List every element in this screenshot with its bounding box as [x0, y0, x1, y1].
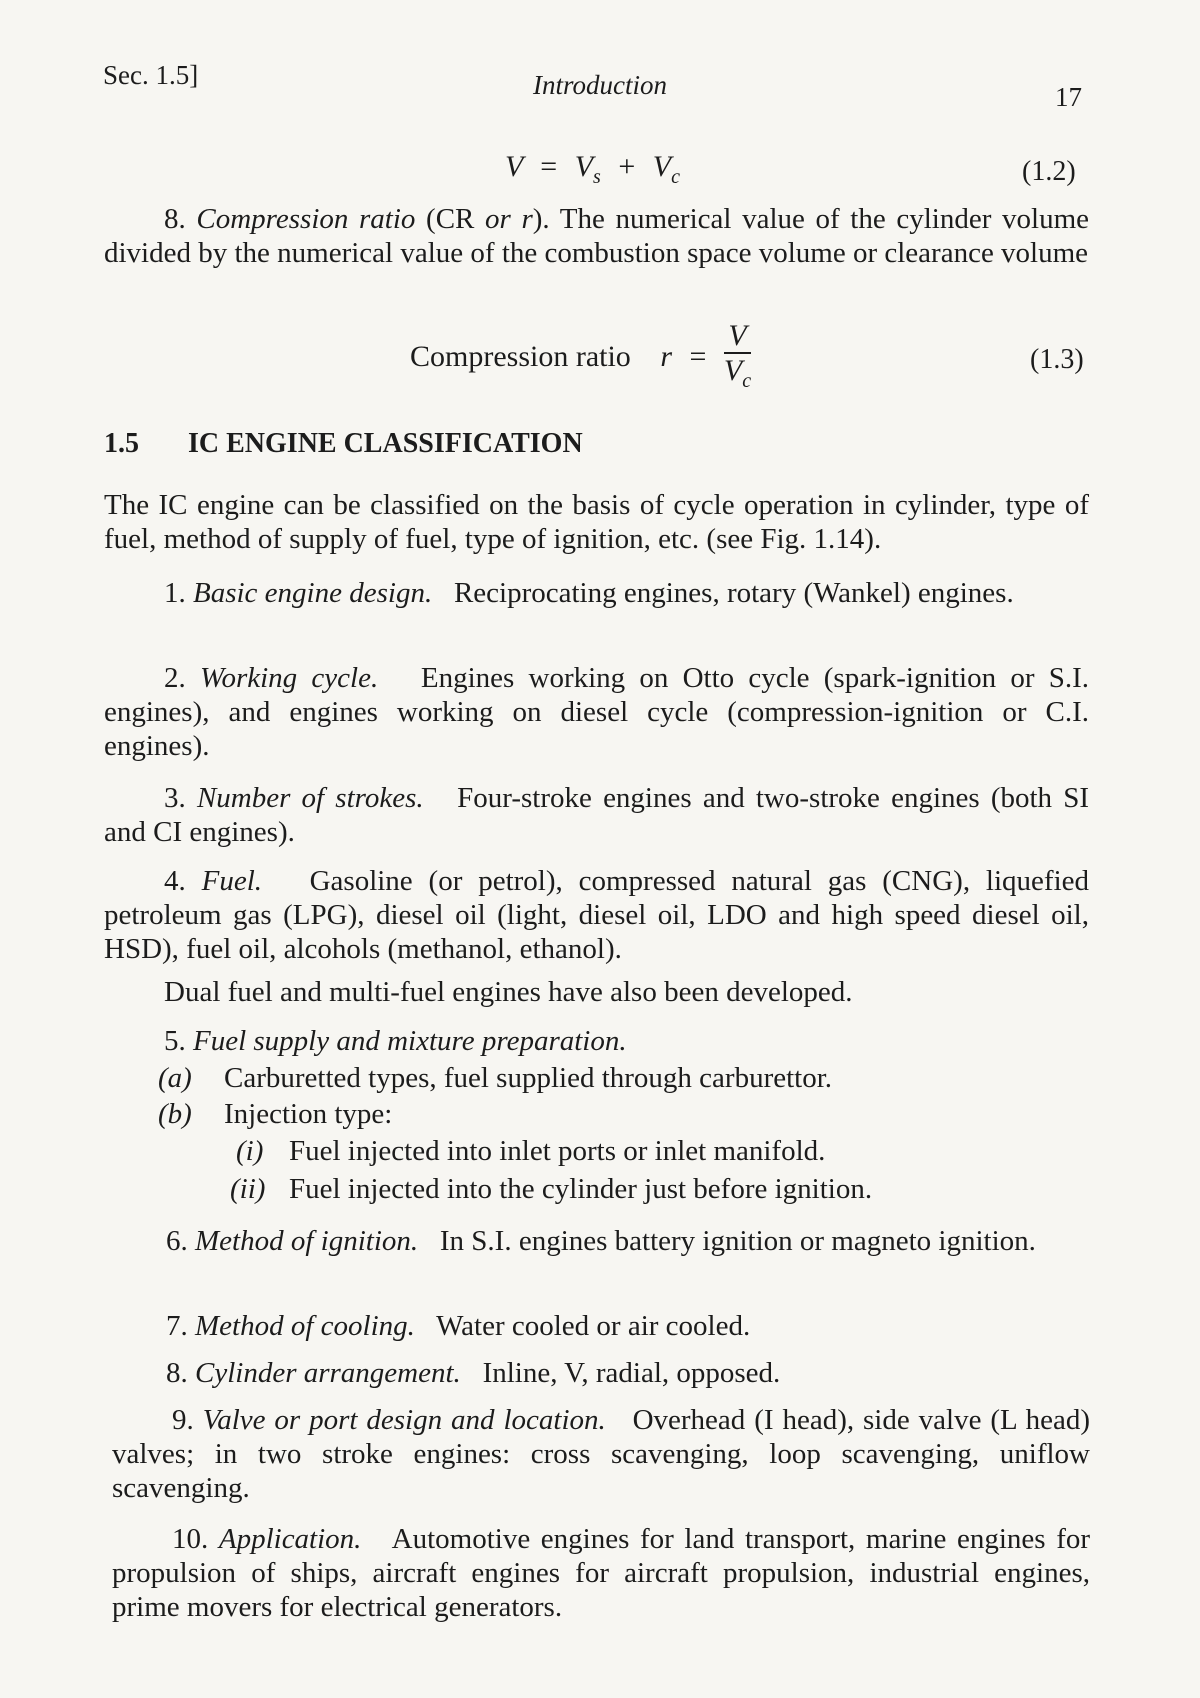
list-item-number: 6.	[166, 1225, 188, 1257]
list-item-text: Inline, V, radial, opposed.	[482, 1357, 781, 1389]
eq-1-2-vc-sub: c	[671, 166, 680, 188]
page-number: 17	[1055, 82, 1082, 112]
eq-1-3-denominator	[724, 354, 751, 398]
eq-1-2-vs: V	[574, 150, 594, 183]
list-item-title: Number of strokes.	[196, 782, 424, 814]
list-item-number: 8.	[166, 1357, 188, 1389]
sub-sub-item-label: (ii)	[230, 1173, 266, 1205]
list-item-title: Fuel.	[201, 865, 263, 897]
eq-1-3-label: Compression ratio	[410, 339, 631, 373]
list-item-text: Overhead (I head), side valve (L head) valves; in two stroke engines: cross scavenging, loop scavenging, uniflow scavenging.	[112, 1404, 1091, 1504]
eq-1-2-vc: V	[652, 150, 672, 183]
eq-1-3-den-sub: c	[742, 370, 752, 392]
list-item	[104, 781, 1089, 849]
sub-item-label: (a)	[158, 1062, 192, 1094]
list-item-title: Method of cooling.	[195, 1310, 415, 1342]
list-item	[104, 864, 1089, 966]
list-item-text: Water cooled or air cooled.	[436, 1310, 751, 1342]
cr-item-number: 8.	[164, 203, 186, 235]
sub-sub-item-text: Fuel injected into inlet ports or inlet manifold.	[289, 1135, 826, 1167]
list-item-title: Basic engine design.	[193, 577, 433, 609]
equation-1-3	[410, 320, 751, 398]
sub-item-text: Injection type:	[224, 1098, 393, 1130]
cr-text-a: (CR	[415, 203, 486, 235]
sub-item-text: Carburetted types, fuel supplied through carburettor.	[224, 1062, 833, 1094]
list-item	[166, 1309, 750, 1343]
eq-1-2-lhs: V	[505, 150, 523, 183]
eq-1-3-numerator: V	[724, 320, 751, 354]
list-item	[112, 1522, 1090, 1624]
list-item-number: 3.	[164, 782, 186, 814]
sub-sub-item-label: (i)	[236, 1135, 264, 1167]
eq-1-2-equals: =	[540, 150, 558, 183]
list-item-text: Four-stroke engines and two-stroke engines (both SI and CI engines).	[104, 782, 1090, 848]
list-item-number: 10.	[172, 1523, 209, 1555]
list-item-number: 2.	[164, 662, 186, 694]
list-item-number: 5.	[164, 1025, 186, 1057]
cr-text-b: ). The numerical value of the cylinder volume divided by the numerical value of the combustion space volume or clearance volume	[104, 203, 1090, 269]
list-item-title: Method of ignition.	[195, 1225, 419, 1257]
running-head-title: Introduction	[533, 70, 667, 100]
list-item-text: Reciprocating engines, rotary (Wankel) engines.	[453, 577, 1014, 609]
list-item	[108, 1224, 1093, 1258]
list-item	[104, 576, 1089, 610]
equation-1-2-number: (1.2)	[1022, 156, 1076, 187]
list-item-number: 4.	[164, 865, 186, 897]
list-item-title: Application.	[218, 1523, 362, 1555]
sub-sub-item-text: Fuel injected into the cylinder just before ignition.	[289, 1173, 873, 1205]
list-item-number: 7.	[166, 1310, 188, 1342]
list-item-number: 9.	[172, 1404, 194, 1436]
list-item-number: 1.	[164, 577, 186, 609]
list-item	[112, 1403, 1090, 1505]
list-item-title: Working cycle.	[199, 662, 379, 694]
list-item-text: Automotive engines for land transport, marine engines for propulsion of ships, aircraft engines for aircraft propulsion, industrial engines, prime movers for electrical generators.	[112, 1523, 1091, 1623]
eq-1-3-var: r	[660, 339, 672, 373]
fuel-note: Dual fuel and multi-fuel engines have also been developed.	[164, 976, 853, 1008]
eq-1-3-den-base: V	[723, 354, 743, 387]
equation-1-3-number: (1.3)	[1030, 344, 1084, 375]
eq-1-2-vs-sub: s	[593, 166, 601, 188]
list-item	[104, 661, 1089, 763]
eq-1-2-plus: +	[618, 150, 636, 183]
cr-or-r: or r	[485, 203, 533, 235]
eq-1-3-fraction	[724, 320, 751, 398]
list-item-title: Valve or port design and location.	[202, 1404, 606, 1436]
equation-1-2	[505, 150, 680, 194]
list-item	[166, 1356, 780, 1390]
list-item-title: Cylinder arrangement.	[195, 1357, 461, 1389]
intro-paragraph: The IC engine can be classified on the basis of cycle operation in cylinder, type of fuel, method of supply of fuel, type of ignition, etc. (see Fig. 1.14).	[104, 489, 1089, 555]
list-item-text: In S.I. engines battery ignition or magneto ignition.	[439, 1225, 1036, 1257]
list-item	[164, 1024, 627, 1058]
sub-item-label: (b)	[158, 1098, 192, 1130]
list-item-text: Gasoline (or petrol), compressed natural gas (CNG), liquefied petroleum gas (LPG), diesel oil (light, diesel oil, LDO and high speed diesel oil, HSD), fuel oil, alcohols (methanol, ethanol).	[104, 865, 1089, 965]
compression-ratio-paragraph	[104, 202, 1089, 270]
list-item-title: Fuel supply and mixture preparation.	[193, 1025, 627, 1057]
list-item-text: Engines working on Otto cycle (spark-ignition or S.I. engines), and engines working on diesel cycle (compression-ignition or C.I. engines).	[104, 662, 1089, 762]
eq-1-3-equals: =	[689, 339, 707, 373]
running-head-section: Sec. 1.5]	[103, 60, 199, 90]
cr-item-title: Compression ratio	[196, 203, 416, 235]
section-number: 1.5	[104, 428, 139, 459]
section-title: IC ENGINE CLASSIFICATION	[188, 428, 583, 459]
